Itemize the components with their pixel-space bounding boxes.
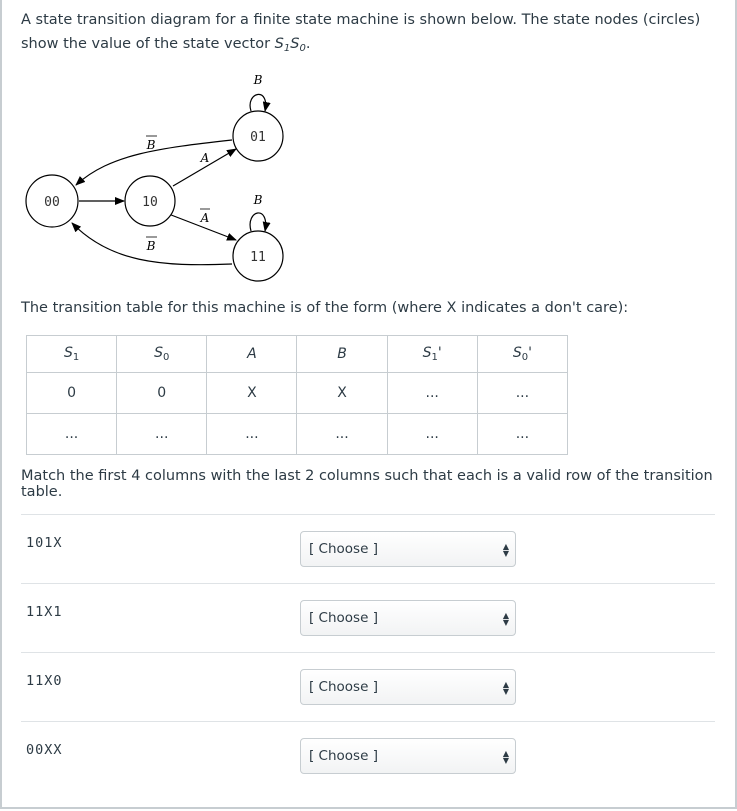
- updown-arrows-icon: ▲ ▼: [502, 542, 509, 558]
- header-a: A: [207, 336, 297, 373]
- state-diagram: [0, 62, 330, 287]
- label-a-bar: A: [200, 211, 210, 225]
- state-10-label: 10: [142, 195, 158, 210]
- table-row: 0 0 X X ... ...: [27, 373, 568, 414]
- answer-select[interactable]: [ Choose ] ▲ ▼: [300, 738, 516, 774]
- label-a-top: A: [200, 151, 210, 165]
- header-b: B: [297, 336, 387, 373]
- match-row-3: [21, 652, 715, 722]
- header-s1: $S_1$: [27, 336, 117, 373]
- label-b-bar-top: B: [146, 138, 156, 152]
- header-s0: $S_0$: [117, 336, 207, 373]
- match-label: 00XX: [26, 742, 63, 758]
- answer-select[interactable]: [ Choose ] ▲ ▼: [300, 600, 516, 636]
- state-11-label: 11: [250, 250, 266, 265]
- header-s0-next: $S_0'$: [477, 336, 567, 373]
- match-label: 11X0: [26, 673, 63, 689]
- updown-arrows-icon: ▲ ▼: [502, 680, 509, 696]
- loop-01: [250, 94, 266, 111]
- label-b-loop-11: B: [253, 193, 263, 207]
- state-01-label: 01: [250, 130, 266, 145]
- match-label: 101X: [26, 535, 63, 551]
- state-00-label: 00: [44, 195, 60, 210]
- transition-table: [26, 335, 568, 455]
- loop-11: [250, 213, 266, 231]
- match-label: 11X1: [26, 604, 63, 620]
- match-row-2: [21, 583, 715, 653]
- answer-select[interactable]: [ Choose ] ▲ ▼: [300, 531, 516, 567]
- label-b-bar-bottom: B: [146, 239, 156, 253]
- header-s1-next: $S_1'$: [387, 336, 477, 373]
- table-header-row: [27, 336, 568, 373]
- match-row-1: [21, 514, 715, 584]
- match-intro: Match the first 4 columns with the last 2 columns such that each is a valid row of the transition table.: [21, 468, 713, 500]
- answer-select[interactable]: [ Choose ] ▲ ▼: [300, 669, 516, 705]
- table-row: ... ... ... ... ... ...: [27, 414, 568, 455]
- table-intro: The transition table for this machine is of the form (where X indicates a don't care):: [21, 300, 629, 316]
- question-intro: A state transition diagram for a finite state machine is shown below. The state nodes (circles) show the value of the state vector $S_1S_0$.: [21, 12, 701, 54]
- updown-arrows-icon: ▲ ▼: [502, 611, 509, 627]
- label-b-loop-01: B: [253, 73, 263, 87]
- match-row-4: [21, 721, 715, 791]
- updown-arrows-icon: ▲ ▼: [502, 749, 509, 765]
